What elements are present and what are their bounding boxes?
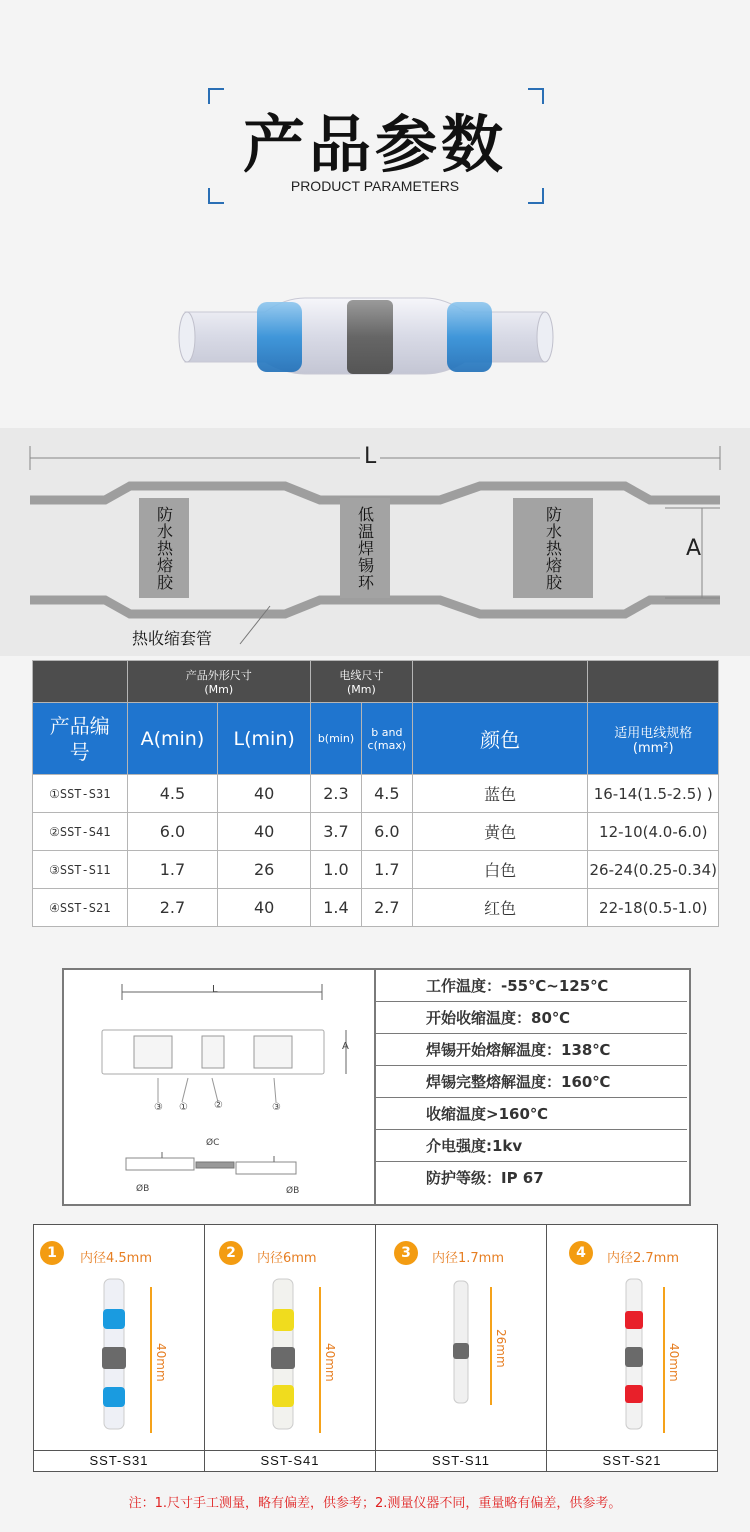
- parameters-box: [62, 968, 691, 1206]
- drawing-mark: ①: [179, 1102, 188, 1113]
- hot-melt-glue-box: 防水热熔胶: [139, 498, 189, 598]
- footnote: 注：1.尺寸手工测量，略有偏差，供参考；2.测量仪器不同，重量略有偏差，供参考。: [128, 1496, 622, 1511]
- inner-diameter-label: 内径2.7mm: [607, 1251, 680, 1266]
- header-a-min: A(min): [127, 703, 218, 775]
- length-marker: [319, 1287, 321, 1433]
- page-subtitle: PRODUCT PARAMETERS: [290, 178, 460, 194]
- connector-image: [94, 1273, 134, 1433]
- product-panel: [33, 1224, 205, 1472]
- tube-label: 热收缩套管: [132, 629, 213, 648]
- header-outer-size: 产品外形尺寸 (Mm): [127, 661, 311, 703]
- connector-image: [619, 1273, 649, 1433]
- header-wire-spec: 适用电线规格 (mm²): [588, 703, 719, 775]
- drawing-l: L: [212, 984, 218, 995]
- spec-table: [32, 660, 719, 927]
- table-row: ③SST-S11 1.7 26 1.0 1.7 白色 26-24(0.25-0.34): [33, 851, 719, 889]
- model-label: SST-S11: [376, 1450, 546, 1471]
- length-marker: [150, 1287, 152, 1433]
- drawing-dc: ØC: [206, 1138, 220, 1148]
- product-panel: [204, 1224, 376, 1472]
- hot-melt-glue-box: 防水热熔胶: [513, 498, 593, 598]
- param-row: 防护等级：IP 67: [426, 1169, 544, 1187]
- param-row: 工作温度：-55℃~125℃: [376, 970, 687, 1002]
- inner-diameter-label: 内径6mm: [257, 1251, 317, 1266]
- connector-image: [263, 1273, 303, 1433]
- header-spacer: [33, 661, 128, 703]
- header-product-code: 产品编号: [33, 703, 128, 775]
- product-panel: [546, 1224, 718, 1472]
- model-label: SST-S31: [34, 1450, 204, 1471]
- param-row: 收缩温度>160℃: [376, 1098, 687, 1130]
- length-label: 40mm: [154, 1343, 168, 1382]
- panel-number-badge: 2: [219, 1241, 243, 1265]
- header-wire-size: 电线尺寸 (Mm): [311, 661, 413, 703]
- table-row: ④SST-S21 2.7 40 1.4 2.7 红色 22-18(0.5-1.0): [33, 889, 719, 927]
- width-label: A: [686, 536, 702, 561]
- technical-drawing: [84, 980, 364, 1195]
- header-l-min: L(min): [218, 703, 311, 775]
- length-label: 40mm: [667, 1343, 681, 1382]
- table-row: ①SST-S31 4.5 40 2.3 4.5 蓝色 16-14(1.5-2.5) ): [33, 775, 719, 813]
- structure-diagram: [0, 428, 750, 656]
- header-b-min: b(min): [311, 703, 362, 775]
- panel-number-badge: 4: [569, 1241, 593, 1265]
- drawing-a: A: [342, 1041, 349, 1052]
- param-row: 焊锡完整熔解温度：160℃: [376, 1066, 687, 1098]
- drawing-db: ØB: [286, 1186, 300, 1196]
- panel-number-badge: 1: [40, 1241, 64, 1265]
- drawing-mark: ③: [272, 1102, 281, 1113]
- length-label: L: [360, 444, 380, 469]
- product-image: [175, 290, 565, 380]
- solder-ring-box: 低温焊锡环: [340, 498, 390, 598]
- page-title: 产品参数: [242, 108, 507, 181]
- panel-number-badge: 3: [394, 1241, 418, 1265]
- length-label: 40mm: [323, 1343, 337, 1382]
- header-bc-max: b and c(max): [361, 703, 412, 775]
- length-label: 26mm: [494, 1329, 508, 1368]
- drawing-mark: ③: [154, 1102, 163, 1113]
- drawing-mark: ②: [214, 1100, 223, 1111]
- model-label: SST-S41: [205, 1450, 375, 1471]
- model-label: SST-S21: [547, 1450, 717, 1471]
- length-marker: [663, 1287, 665, 1433]
- product-panel: [375, 1224, 547, 1472]
- param-row: 开始收缩温度：80℃: [376, 1002, 687, 1034]
- length-marker: [490, 1287, 492, 1405]
- connector-image: [446, 1273, 476, 1433]
- header-spacer: [412, 661, 588, 703]
- inner-diameter-label: 内径4.5mm: [80, 1251, 153, 1266]
- inner-diameter-label: 内径1.7mm: [432, 1251, 505, 1266]
- param-row: 焊锡开始熔解温度：138℃: [376, 1034, 687, 1066]
- table-row: ②SST-S41 6.0 40 3.7 6.0 黄色 12-10(4.0-6.0): [33, 813, 719, 851]
- drawing-db: ØB: [136, 1184, 150, 1194]
- param-row: 介电强度:1kv: [376, 1130, 687, 1162]
- header-spacer: [588, 661, 719, 703]
- header-color: 颜色: [412, 703, 588, 775]
